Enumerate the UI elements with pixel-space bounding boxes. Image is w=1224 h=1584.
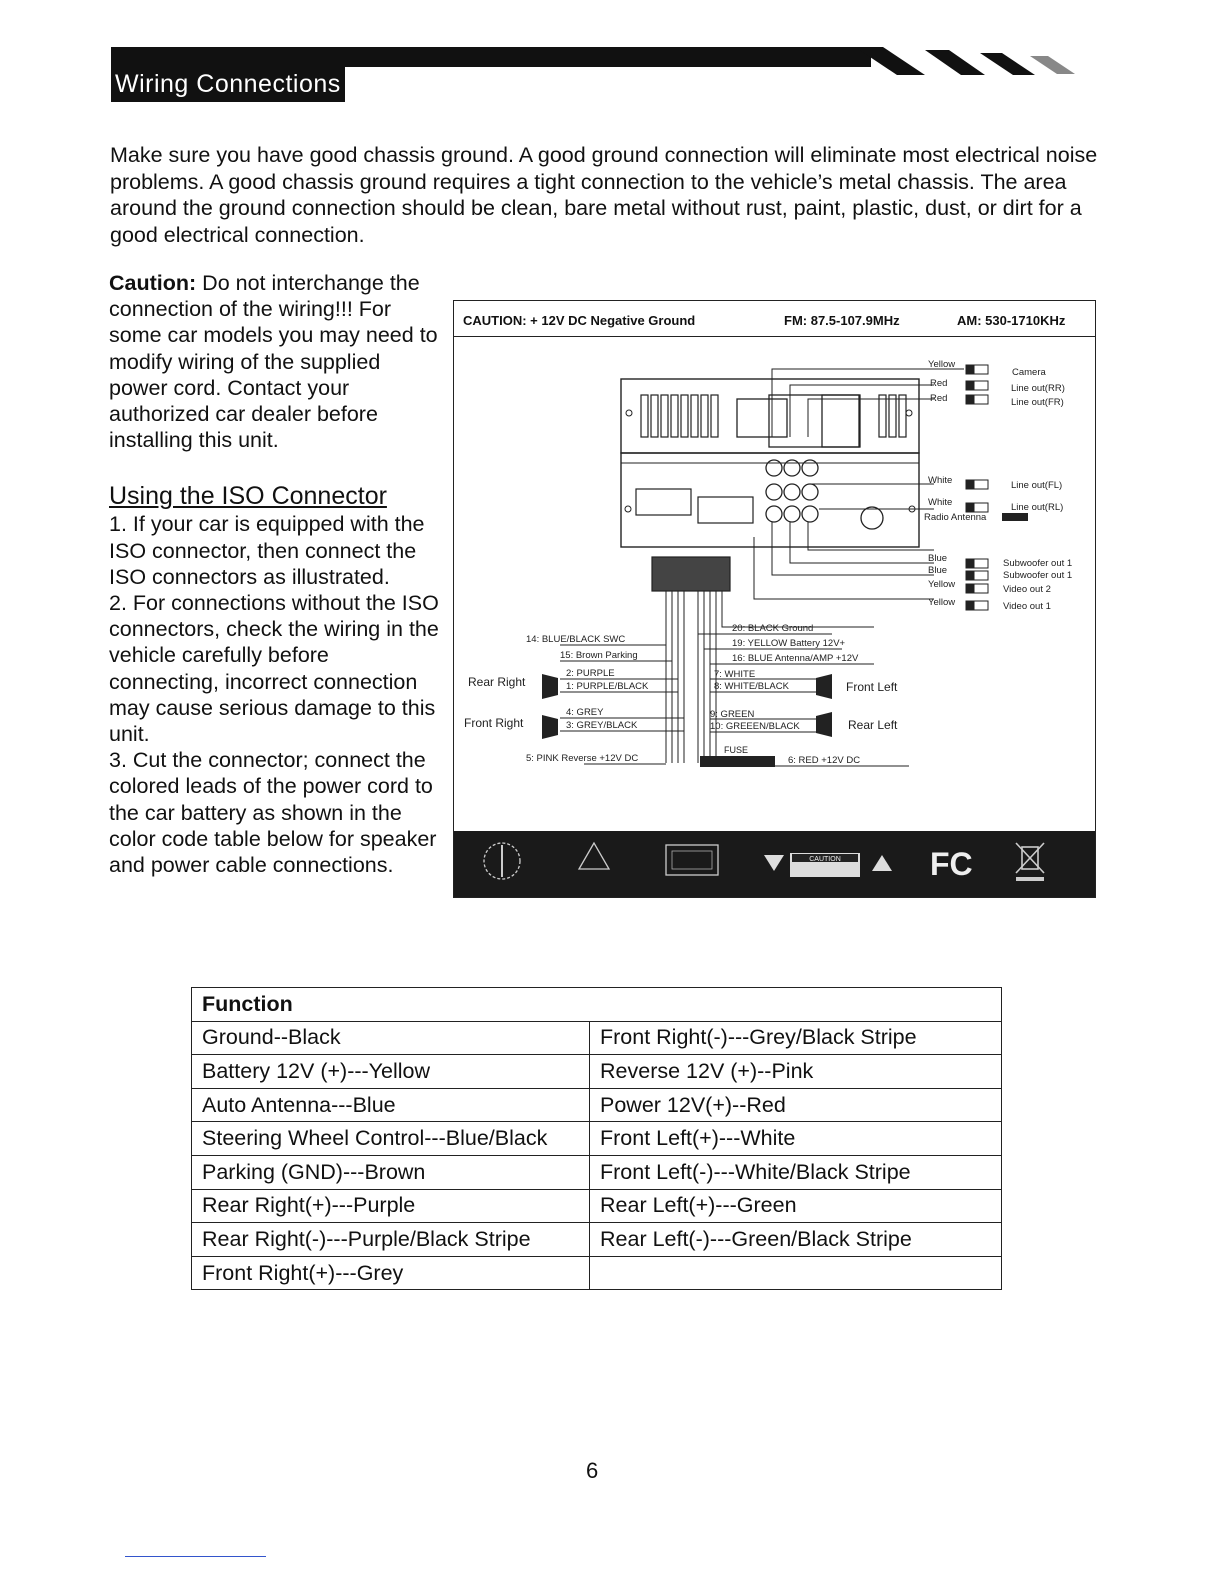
page-number: 6 [586, 1458, 599, 1483]
button-row [641, 395, 906, 437]
wire-label: 6: RED +12V DC [788, 755, 861, 766]
diagram-caution: CAUTION: + 12V DC Negative Ground [463, 313, 696, 328]
shock-warning-icon [764, 855, 784, 871]
function-table [191, 987, 1002, 1290]
wire-label: 2: PURPLE [566, 668, 615, 679]
caution-label: Caution: [109, 271, 197, 295]
diagram-footer [454, 831, 1095, 897]
table-cell: Power 12V(+)--Red [590, 1088, 1002, 1122]
rca-color-label: Blue [928, 565, 948, 576]
rca-output-label: Subwoofer out 1 [1003, 570, 1073, 581]
iso-step: 3. Cut the connector; connect the colored leads of the power cord to the car battery as shown in the color code table below for speaker and power cable connections. [109, 748, 437, 878]
wire-label: 7: WHITE [714, 669, 756, 680]
rca-color-label: Yellow [928, 597, 956, 608]
left-column [109, 270, 439, 878]
wire-label: 5: PINK Reverse +12V DC [526, 753, 639, 764]
head-unit-rear [621, 453, 919, 547]
rca-color-label: Red [930, 393, 948, 404]
rca-output-label: Video out 1 [1003, 601, 1051, 612]
rca-output-label: Line out(RR) [1011, 383, 1065, 394]
speaker-label: Front Right [464, 716, 524, 730]
rca-color-label: Yellow [928, 579, 956, 590]
wire-label: 16: BLUE Antenna/AMP +12V [732, 653, 859, 664]
table-cell: Rear Right(-)---Purple/Black Stripe [192, 1223, 590, 1257]
wire-label: 9: GREEN [710, 709, 755, 720]
wire-label: 3: GREY/BLACK [566, 720, 638, 731]
wiring-diagram [453, 300, 1096, 898]
rca-jacks [766, 460, 818, 522]
table-row [192, 1256, 1002, 1290]
caution-text: Do not interchange the connection of the wiring!!! For some car models you may need to modify wiring of the supplied power cord. Contact your authorized car dealer before installing this unit. [109, 271, 438, 453]
rca-output-label: Video out 2 [1003, 584, 1051, 595]
table-cell: Parking (GND)---Brown [192, 1155, 590, 1189]
fc-mark: FC [930, 846, 973, 882]
am-range: AM: 530-1710KHz [957, 313, 1066, 328]
table-header: Function [192, 988, 1002, 1022]
rca-color-label: White [928, 475, 953, 486]
speaker-label: Front Left [846, 680, 898, 694]
footer-rule [125, 1556, 266, 1557]
table-cell: Front Left(+)---White [590, 1122, 1002, 1156]
table-cell: Front Right(-)---Grey/Black Stripe [590, 1021, 1002, 1055]
table-cell: Battery 12V (+)---Yellow [192, 1055, 590, 1089]
speaker-label: Rear Left [848, 718, 898, 732]
table-cell [590, 1256, 1002, 1290]
diagram-drawing [454, 337, 1094, 831]
rca-output-label: Subwoofer out 1 [1003, 558, 1073, 569]
wire-label: 1: PURPLE/BLACK [566, 681, 649, 692]
rca-output-label: Camera [1012, 367, 1046, 378]
caution-paragraph [109, 270, 439, 453]
table-cell: Front Left(-)---White/Black Stripe [590, 1155, 1002, 1189]
table-row [192, 1122, 1002, 1156]
table-row [192, 1055, 1002, 1089]
rca-output-label: Line out(FL) [1011, 480, 1063, 491]
device-label-icon [666, 845, 718, 875]
rca-color-label: White [928, 497, 953, 508]
rca-color-label: Red [930, 378, 948, 389]
header-stripe-decoration [1030, 56, 1075, 74]
wire-label: 19: YELLOW Battery 12V+ [732, 638, 846, 649]
page-title: Wiring Connections [111, 67, 345, 102]
certification-icons [454, 831, 1094, 897]
iso-step: 1. If your car is equipped with the ISO connector, then connect the ISO connectors as illustrated. [109, 512, 425, 589]
intro-paragraph: Make sure you have good chassis ground. A good ground connection will eliminate most electrical noise problems. A good chassis ground requires a tight connection to the vehicle’s metal chassis. The area around the ground connection should be clean, bare metal without rust, paint, plastic, dust, or dirt for a good electrical connection. [110, 143, 1098, 247]
wire-label: 20: BLACK Ground [732, 623, 814, 634]
table-cell: Front Right(+)---Grey [192, 1256, 590, 1290]
table-cell: Auto Antenna---Blue [192, 1088, 590, 1122]
fuse [700, 756, 775, 767]
iso-connector [652, 557, 730, 591]
exclamation-warning-icon [872, 855, 892, 871]
head-unit-front [621, 379, 919, 453]
header-bar [111, 47, 871, 67]
table-row [192, 1189, 1002, 1223]
warning-triangle-icon [579, 843, 609, 869]
table-row [192, 1155, 1002, 1189]
rca-color-label: Blue [928, 553, 948, 564]
fuse-label: FUSE [724, 745, 749, 755]
rca-color-label: Yellow [928, 359, 956, 370]
iso-heading: Using the ISO Connector [109, 482, 387, 511]
table-cell: Rear Left(-)---Green/Black Stripe [590, 1223, 1002, 1257]
table-cell: Steering Wheel Control---Blue/Black [192, 1122, 590, 1156]
table-cell: Rear Left(+)---Green [590, 1189, 1002, 1223]
table-row [192, 1088, 1002, 1122]
wire-label: 15: Brown Parking [560, 650, 638, 661]
wire-label: 4: GREY [566, 707, 604, 718]
speaker-label: Rear Right [468, 675, 526, 689]
fm-range: FM: 87.5-107.9MHz [784, 313, 900, 328]
wire-label: 14: BLUE/BLACK SWC [526, 634, 626, 645]
wire-label: 10: GREEEN/BLACK [710, 721, 800, 732]
table-header-row [192, 988, 1002, 1022]
caution-box-text: CAUTION [809, 856, 841, 863]
table-row [192, 1021, 1002, 1055]
table-cell: Ground--Black [192, 1021, 590, 1055]
rca-output-label: Line out(RL) [1011, 502, 1064, 513]
table-row [192, 1223, 1002, 1257]
header-stripe-decoration [925, 50, 985, 75]
radio-antenna-label: Radio Antenna [924, 512, 987, 523]
iso-step: 2. For connections without the ISO connectors, check the wiring in the vehicle carefully before connecting, incorrect connection may cause serious damage to this unit. [109, 591, 439, 747]
header-stripe-decoration [980, 53, 1035, 75]
wire-label: 8: WHITE/BLACK [714, 681, 789, 692]
weee-bin-icon [1016, 843, 1044, 873]
table-cell: Rear Right(+)---Purple [192, 1189, 590, 1223]
diagram-header [454, 301, 1095, 337]
rca-output-label: Line out(FR) [1011, 397, 1064, 408]
table-cell: Reverse 12V (+)--Pink [590, 1055, 1002, 1089]
